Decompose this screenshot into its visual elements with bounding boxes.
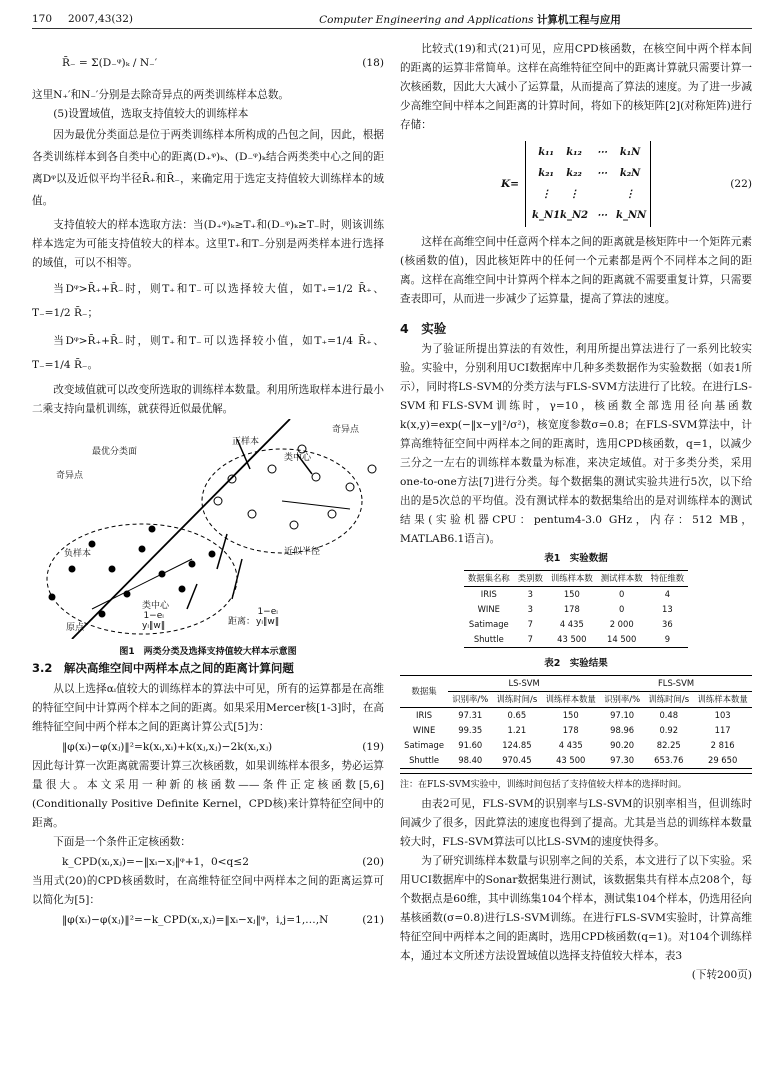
table-cell: 4 435: [558, 740, 583, 750]
table-cell: 2 000: [609, 619, 634, 629]
label-singular-top: 奇异点: [332, 425, 360, 435]
label-approx-radius: 近似半径: [284, 547, 321, 557]
right-column: [400, 40, 752, 985]
negative-samples: [49, 526, 216, 618]
label-negative-sample: 负样本: [64, 549, 92, 559]
table-row: [464, 587, 688, 603]
equation-19: [32, 737, 384, 757]
label-positive-sample: 正样本: [232, 437, 260, 447]
journal-name: Computer Engineering and Applications 计算机工程与应用: [319, 13, 621, 26]
matrix-cell: k_N1: [532, 210, 561, 221]
page-number: 170: [32, 13, 53, 25]
table-cell: 97.10: [610, 710, 635, 720]
equation-18-body: R̄₋ = Σ(D₋ᵠ)ₖ / N₋′: [62, 56, 158, 69]
table-cell: 0.65: [507, 710, 527, 720]
step-heading: (5)设置域值，选取支持值较大的训练样本: [53, 108, 249, 120]
equation-18: [32, 40, 384, 86]
paragraph: 比较式(19)和式(21)可见，应用CPD核函数，在核空间中两个样本间的距离的运算非常简单。这样在高维特征空间中的距离计算就只需要计算一次核函数，因此大大减小了运算量，从而提高了算法的速度。为了进一步减少高维空间中样本之间距离的计算时间，将如下的核矩阵[2](对称矩阵)进行存储：: [400, 43, 752, 131]
paragraph: 当Dᵠ>R̄₊+R̄₋时，则T₊和T₋可以选择较小值，如T₊=1/4 R̄₊、T₋=1/4 R̄₋。: [32, 335, 384, 371]
label-class-center-top: 类中心: [284, 453, 312, 463]
table-cell: 0.92: [659, 725, 679, 735]
matrix-cell: [588, 185, 616, 204]
table-cell: Satimage: [404, 740, 444, 750]
equation-21: [32, 910, 384, 930]
paragraph: 因为最优分类面总是位于两类训练样本所构成的凸包之间，因此，根据各类训练样本到各自类中心的距离(D₊ᵠ)ₖ、(D₋ᵠ)ₖ结合两类类中心之间的距离Dᵠ以及近似平均半径R̄₊和R̄₋，来确定用于选定支持值较大训练样本的域值。: [32, 129, 384, 207]
paragraph: 当用式(20)的CPD核函数时，在高维特征空间中两样本之间的距离运算可以简化为[5]：: [32, 875, 384, 906]
table-cell: WINE: [412, 725, 436, 735]
matrix-cell: k₁₂: [566, 147, 582, 158]
table-2-caption: 表2 实验结果: [544, 658, 608, 669]
table-2-subheader: [400, 692, 752, 708]
paragraph: 改变域值就可以改变所选取的训练样本数量。利用所选取样本进行最小二乘支持向量机训练，就获得近似最优解。: [32, 384, 384, 415]
table-row: [400, 723, 752, 738]
table-cell: 97.31: [458, 710, 483, 720]
label-class-center-bottom: 类中心: [142, 601, 170, 611]
figure-1-caption: 图1 两类分类及选择支持值较大样本示意图: [119, 647, 297, 657]
table-1-header-cell: 训练样本数: [547, 571, 597, 587]
table-cell: 124.85: [502, 740, 532, 750]
equation-20: [32, 852, 384, 872]
equation-18-number: (18): [362, 56, 384, 69]
matrix-cell: k₁₁: [538, 147, 554, 158]
equation-20-body: k_CPD(xᵢ,xⱼ)=−‖xᵢ−xⱼ‖ᵠ+1，0<q≤2: [62, 855, 249, 868]
matrix-cell: k₂N: [619, 168, 641, 179]
table-cell: 98.96: [610, 725, 635, 735]
volume-issue: 2007,43(32): [68, 13, 133, 25]
matrix-cell: ⋯: [597, 168, 608, 179]
table-cell: 0.48: [659, 710, 679, 720]
table-cell: 1.21: [507, 725, 527, 735]
paragraph: 为了验证所提出算法的有效性，利用所提出算法进行了一系列比较实验。实验中，分别利用UCI数据库中几种多类数据作为实验数据（如表1所示），同时将LS-SVM的分类方法与FLS-SVM方法进行了比较。在进行LS-SVM和FLS-SVM训练时，γ=10，核函数全部选用径向基函数k(x,y)=exp(−‖x−y‖²/σ²)，核宽度参数σ=0.8；在FLS-SVM算法中，计算高维特征空间中两样本之间的距离时，选用CPD核函数，q=1，以减少三分之一左右的训练样本数量为标准，来决定域值。对于多类分类，采用one-to-one方法[7]进行分类。每个数据集的测试实验共进行5次，以下给出的是5次总的平均值。没有测试样本的数据集给出的是对训练样本的测试结果(实验机器CPU：pentum4-3.0 GHz，内存：512 MB，MATLAB6.1语言)。: [400, 343, 752, 545]
table-row: [400, 753, 752, 769]
matrix-cell: ⋮: [541, 189, 552, 200]
table-2-subheader-cell: 识别率/%: [452, 694, 489, 704]
paragraph: 这样在高维空间中任意两个样本之间的距离就是核矩阵中一个矩阵元素(核函数的值)，因此核矩阵中的任何一个元素都是两个不同样本之间的距离。这样在高维空间中计算两个样本之间的距离就不需要重复计算，只需要查表即可，从而进一步减少了运算量，提高了算法的速度。: [400, 236, 752, 305]
table-cell: IRIS: [480, 589, 497, 599]
table-cell: 4 435: [559, 619, 584, 629]
table-cell: 653.76: [654, 755, 684, 765]
table-row: [464, 617, 688, 632]
table-cell: 43 500: [557, 634, 587, 644]
table-cell: 98.40: [458, 755, 483, 765]
table-2-subheader-cell: 训练时间/s: [496, 694, 538, 704]
matrix-cell: ⋮: [625, 189, 636, 200]
table-2-subheader-cell: 识别率/%: [604, 694, 641, 704]
table-1-body: [464, 587, 688, 648]
table-2-dataset-header: 数据集: [411, 686, 437, 696]
section-3-2-heading: 3.2 解决高维空间中两样本点之间的距离计算问题: [32, 661, 294, 675]
matrix-cell: ⋮: [569, 189, 580, 200]
equation-20-number: (20): [362, 855, 384, 868]
table-row: [464, 632, 688, 648]
table-cell: 4: [664, 589, 671, 599]
table-cell: 36: [662, 619, 673, 629]
table-cell: 2 816: [710, 740, 735, 750]
equation-22-number: (22): [730, 177, 752, 190]
table-2: [400, 675, 752, 769]
table-cell: 0: [619, 589, 625, 599]
label-origin: 原点: [66, 623, 85, 633]
section-4-heading: 4 实验: [400, 321, 447, 336]
table-1: [464, 570, 688, 648]
table-row: [400, 708, 752, 724]
table-cell: 97.30: [610, 755, 635, 765]
matrix-label: K=: [500, 177, 520, 190]
table-2-subheader-cell: 训练样本数量: [697, 694, 748, 704]
table-1-header-cell: 数据集名称: [464, 571, 514, 587]
equation-19-body: ‖φ(xᵢ)−φ(xⱼ)‖²=k(xᵢ,xᵢ)+k(xⱼ,xⱼ)−2k(xᵢ,xⱼ): [62, 740, 273, 753]
matrix-cell: k_N2: [560, 210, 589, 221]
table-cell: WINE: [477, 604, 500, 614]
table-cell: 178: [562, 725, 579, 735]
table-cell: 99.35: [458, 725, 483, 735]
table-2-group-ls-svm: LS-SVM: [448, 676, 600, 692]
label-distance: 距离：: [228, 617, 256, 627]
figure-1: [32, 419, 384, 657]
radius-line-positive: [282, 501, 350, 509]
table-cell: 178: [563, 604, 580, 614]
table-cell: 9: [664, 634, 671, 644]
paragraph: 支持值较大的样本选取方法：当(D₊ᵠ)ₖ≥T₊和(D₋ᵠ)ₖ≥T₋时，则该训练样本选定为可能支持值较大的样本。这里T₊和T₋分别是两类样本进行选择的域值，可以不相等。: [32, 219, 384, 269]
table-2-body: [400, 708, 752, 769]
paragraph: 这里N₊′和N₋′分别是去除奇异点的两类训练样本总数。: [32, 89, 289, 101]
table-1-header-cell: 类别数: [514, 571, 547, 587]
table-cell: 970.45: [502, 755, 532, 765]
equation-21-body: ‖φ(xᵢ)−φ(xⱼ)‖²=−k_CPD(xᵢ,xⱼ)=‖xᵢ−xⱼ‖ᵠ，i,j=1,…,N: [62, 913, 329, 926]
table-1-caption: 表1 实验数据: [544, 553, 608, 564]
table-note: 注：在FLS-SVM实验中，训练时间包括了支持值较大样本的选择时间。: [400, 773, 752, 795]
table-2-group-fls-svm: FLS-SVM: [600, 676, 752, 692]
matrix-cell: ⋯: [597, 210, 608, 221]
table-cell: 7: [527, 634, 533, 644]
left-column: [32, 40, 384, 930]
table-row: [464, 602, 688, 617]
label-optimal-plane: 最优分类面: [92, 447, 138, 457]
table-cell: 103: [714, 710, 731, 720]
table-1-header-cell: 测试样本数: [597, 571, 647, 587]
table-cell: 117: [714, 725, 731, 735]
table-cell: 150: [562, 710, 579, 720]
table-cell: 91.60: [458, 740, 483, 750]
matrix-cell: k₂₂: [566, 168, 582, 179]
paragraph: 下面是一个条件正定核函数：: [53, 836, 191, 848]
label-distance-formula-left: 1−eᵢ yᵢ‖w‖: [142, 611, 166, 631]
table-cell: IRIS: [416, 710, 433, 720]
kernel-matrix: [400, 135, 752, 233]
table-cell: 14 500: [607, 634, 637, 644]
continued-note: (下转200页): [691, 969, 752, 981]
table-cell: Shuttle: [473, 634, 504, 644]
paragraph: 当Dᵠ>R̄₊+R̄₋时，则T₊和T₋可以选择较大值，如T₊=1/2 R̄₊、T₋=1/2 R̄₋；: [32, 283, 384, 319]
paragraph: 由表2可见，FLS-SVM的识别率与LS-SVM的识别率相当，但训练时间减少了很多，因此算法的速度也得到了提高。尤其是当总的训练样本数量较大时，FLS-SVM算法可以比LS-SVM的速度快得多。: [400, 798, 752, 848]
table-cell: 150: [563, 589, 580, 599]
table-cell: Satimage: [468, 619, 509, 629]
table-cell: 3: [527, 589, 533, 599]
equation-19-number: (19): [362, 740, 384, 753]
label-singular-left: 奇异点: [56, 471, 84, 481]
matrix-grid: [525, 141, 651, 227]
table-row: [400, 738, 752, 753]
table-cell: 82.25: [656, 740, 681, 750]
matrix-cell: ⋯: [597, 147, 608, 158]
paragraph: 从以上选择αᵢ值较大的训练样本的算法中可见，所有的运算都是在高维的特征空间中计算两个样本之间的距离。如果采用Mercer核[1-3]时，在高维特征空间中两个样本之间的距离计算公式[5]为：: [32, 683, 384, 733]
label-distance-formula-right: 1−eᵢ yᵢ‖w‖: [256, 607, 280, 627]
matrix-cell: k₁N: [619, 147, 641, 158]
table-cell: Shuttle: [409, 755, 440, 765]
page-header: [32, 10, 752, 29]
figure-1-diagram: [32, 419, 384, 639]
table-cell: 7: [527, 619, 533, 629]
equation-21-number: (21): [362, 913, 384, 926]
table-cell: 29 650: [707, 755, 738, 765]
table-2-subheader-cell: 训练样本数量: [545, 694, 596, 704]
table-cell: 3: [527, 604, 533, 614]
table-1-header-cell: 特征维数: [647, 571, 689, 587]
table-cell: 0: [619, 604, 625, 614]
table-cell: 90.20: [610, 740, 635, 750]
paragraph: 为了研究训练样本数量与识别率之间的关系，本文进行了以下实验。采用UCI数据库中的Sonar数据集进行测试，该数据集共有样本点208个，每个数据点是60维，其中训练集104个样本，测试集104个样本，仍选用径向基核函数(σ=0.8)进行LS-SVM训练。在进行FLS-SVM实验时，计算高维特征空间中两样本之间的距离时，选用CPD核函数(q=1)。对104个训练样本，通过本文所述方法设置域值以选择支持值较大样本，表3: [400, 855, 752, 962]
table-cell: 13: [662, 604, 673, 614]
matrix-cell: k₂₁: [538, 168, 554, 179]
paragraph: 因此每计算一次距离就需要计算三次核函数，如果训练样本很多，势必运算量很大。本文采用一种新的核函数——条件正定核函数[5,6](Conditionally Positive Definite Kernel，CPD核)来计算特征空间中的距离。: [32, 760, 384, 829]
matrix-cell: k_NN: [616, 210, 647, 221]
table-cell: 43 500: [556, 755, 586, 765]
table-2-subheader-cell: 训练时间/s: [648, 694, 690, 704]
table-1-header: [464, 571, 688, 587]
